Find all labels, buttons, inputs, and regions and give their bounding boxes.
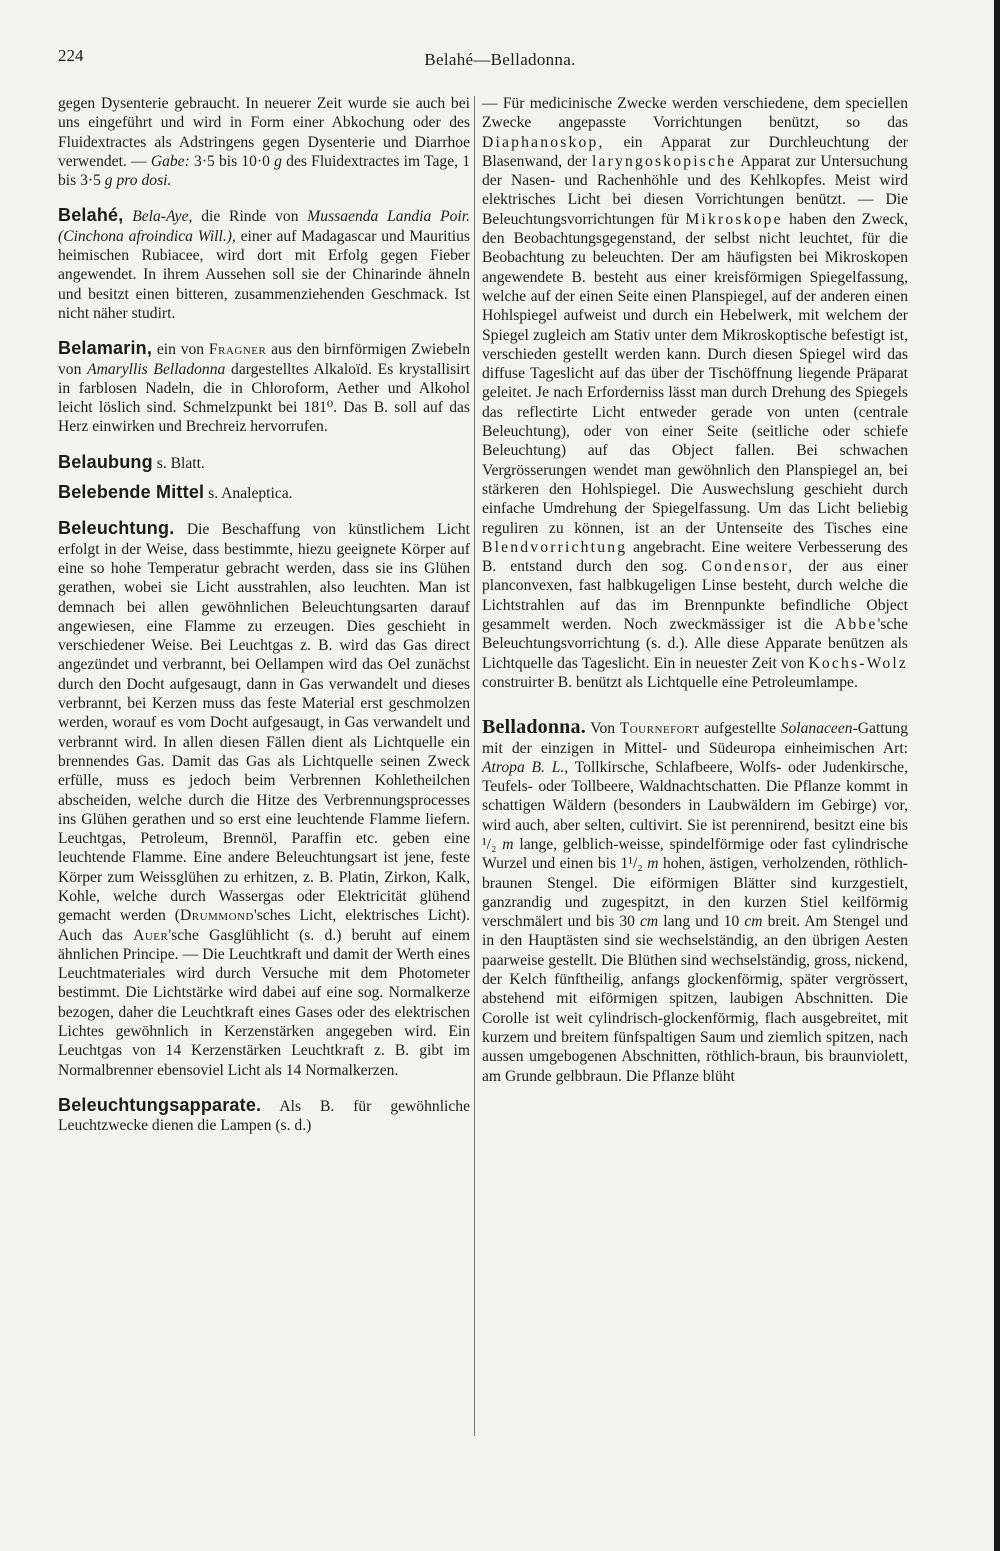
- entry-beleuchtungsapparate: Beleuchtungsapparate. Als B. für gewöhnliche Leuchtzwecke dienen die Lampen (s. d.): [58, 1094, 470, 1135]
- running-title: Belahé—Belladonna.: [424, 50, 576, 69]
- entry-headword: Belamarin,: [58, 338, 153, 359]
- entry-headword: Belladonna.: [482, 716, 586, 739]
- entry-belaubung: Belaubung s. Blatt.: [58, 451, 205, 472]
- entry-belamarin: Belamarin, ein von Fragner aus den birnförmigen Zwiebeln von Amaryllis Belladonna dargestelltes Alkaloïd. Es krystallisirt in farblosen Nadeln, die in Chloroform, Aether und Alkohol leicht löslich sind. Schmelzpunkt bei 181⁰. Das B. soll auf das Herz einwirken und Brechreiz hervorrufen.: [58, 338, 471, 436]
- column-divider: [474, 96, 475, 1436]
- entry-headword: Belahé,: [58, 205, 124, 226]
- page-number: 224: [58, 46, 84, 65]
- entry-belahe: Belahé, Bela-Aye, die Rinde von Mussaenda Landia Poir. (Cinchona afroindica Will.), einer auf Madagascar und Mauritius heimischen Rubiacee, wird dort mit Erfolg gegen Fieber angewendet. In ihrem Aussehen soll sie der Chinarinde ähneln und besitzt einen bitteren, zusammenziehenden Geschmack. Ist nicht näher studirt.: [58, 205, 471, 322]
- entry-headword: Belaubung: [58, 451, 153, 472]
- entry-belebende-mittel: Belebende Mittel s. Analeptica.: [58, 482, 293, 503]
- scan-edge: [994, 0, 1000, 1551]
- entry-beleuchtung: Beleuchtung. Die Beschaffung von künstlichem Licht erfolgt in der Weise, dass bestimmte, hiezu geeignete Körper auf eine so hohe Temperatur gebracht werden, dass sie ins Glühen gerathen, wobei sie Licht ausstrahlen, also leuchten. Man ist demnach bei allen gewöhnlichen Beleuchtungsarten darauf angewiesen, eine Flamme zu erzeugen. Dies geschieht in verschiedener Weise. Bei Leuchtgas z. B. wird das Gas direct angezündet und verbrannt, bei Oellampen wird das Oel zunächst durch den Docht aufgesaugt, dann in Gas verwandelt und dieses verbrannt, bei Kerzen muss das feste Material erst geschmolzen werden, worauf es vom Docht aufgesaugt, in Gas verwandelt und verbrannt wird. In allen diesen Fällen dient als Lichtquelle ein brennendes Gas. Damit das Gas als Lichtquelle seinen Zweck erfülle, muss es jedoch beim Verbrennen Kohletheilchen abscheiden, welche durch die Hitze des Verbrennungsprocesses ins Glühen gerathen und so erst eine leuchtende Flamme liefern. Leuchtgas, Petroleum, Brennöl, Paraffin etc. geben eine leuchtende Flamme. Eine andere Beleuchtungsart ist jene, feste Körper zum Weissglühen zu erhitzen, z. B. Platin, Zirkon, Kalk, Kohle, welche durch Wassergas oder Elektricität glühend gemacht werden (Drummond'sches Licht, elektrisches Licht). Auch das Auer'sche Gasglühlicht (s. d.) beruht auf einem ähnlichen Principe. — Die Leuchtkraft und damit der Werth eines Leuchtmateriales wird durch Versuche mit dem Photometer bestimmt. Die Lichtstärke wird dabei auf eine sog. Normalkerze bezogen, daher die Leuchtkraft eines Gases oder des elektrischen Lichtes gewöhnlich in Kerzenstärken angegeben wird. Ein Leuchtgas von 14 Kerzenstärken Leuchtkraft z. B. gibt im Normalbrenner ebensoviel Licht als 14 Normalkerzen.: [58, 518, 470, 1079]
- entry-belladonna: Belladonna. Von Tournefort aufgestellte Solanaceen-Gattung mit der einzigen in Mittel- und Südeuropa einheimischen Art: Atropa B. L., Tollkirsche, Schlafbeere, Wolfs- oder Judenkirsche, Teufels- oder Tollbeere, Waldnachtschatten. Die Pflanze kommt in schattigen Wäldern (besonders in Laubwäldern im Gebirge) vor, wird auch, aber selten, cultivirt. Sie ist perennirend, besitzt eine bis ¹/₂ m lange, gelblich-weisse, spindelförmige oder fast cylindrische Wurzel und einen bis 1¹/₂ m hohen, ästigen, verholzenden, röthlich-braunen Stengel. Die eiförmigen Blätter sind kurzgestielt, ganzrandig und zugespitzt, in den kurzen Stiel keilförmig verschmälert und bis 30 cm lang und 10 cm breit. Am Stengel und in den Hauptästen sind sie wechselständig, an den übrigen Aesten paarweise gestellt. Die Blüthen sind wechselständig, gross, nickend, der Kelch fünftheilig, anfangs glockenförmig, später vergrössert, abstehend mit eiförmigen spitzen, laubigen Abschnitten. Die Corolle ist weit cylindrisch-glockenförmig, flach ausgebreitet, mit kurzem und breitem fünfspaltigen Saum und ziemlich spitzen, nach aussen umgebogenen Abschnitten, röthlich-braun, bis braunviolett, am Grunde gelbbraun. Die Pflanze blüht: [482, 716, 908, 1085]
- entry-headword: Belebende Mittel: [58, 482, 205, 503]
- entry-headword: Beleuchtungsapparate.: [58, 1094, 262, 1115]
- entry-headword: Beleuchtung.: [58, 518, 175, 539]
- right-column: [482, 94, 908, 1086]
- dysenterie-continuation: gegen Dysenterie gebraucht. In neuerer Zeit wurde sie auch bei uns eingeführt und wird in Form einer Abkochung oder des Fluidextractes als Adstringens gegen Dysenterie und Diarrhoe verwendet. — Gabe: 3·5 bis 10·0 g des Fluidextractes im Tage, 1 bis 3·5 g pro dosi.: [58, 95, 471, 190]
- beleuchtungsapparate-continuation: — Für medicinische Zwecke werden verschiedene, dem speciellen Zwecke angepasste Vorrichtungen benützt, so das Diaphanoskop, ein Apparat zur Durchleuchtung der Blasenwand, der laryngoskopische Apparat zur Untersuchung der Nasen- und Rachenhöhle und des Kehlkopfes. Meist wird elektrisches Licht bei diesen Vorrichtungen benützt. — Die Beleuchtungsvorrichtungen für Mikroskope haben den Zweck, den Beobachtungsgegenstand, der selbst nicht leuchtet, für die Beobachtung zu beleuchten. Der am häufigsten bei Mikroskopen angewendete B. besteht aus einer kreisförmigen Spiegelfassung, welche auf der einen Seite einen Planspiegel, auf der anderen einen Hohlspiegel aufweist und durch ein Hebelwerk, mit welchem der Spiegel zugleich am Stativ unter dem Mikroskoptische befestigt ist, verschieden gestellt werden kann. Durch diesen Spiegel wird das diffuse Tageslicht auf das über der Tischöffnung liegende Präparat geleitet. Je nach Erforderniss lässt man durch Drehung des Spiegels das reflectirte Licht entweder gerade von unten (centrale Beleuchtung), oder von einer Seite (seitliche oder schiefe Beleuchtung) auf das Object fallen. Bei schwachen Vergrösserungen wendet man gewöhnlich den Planspiegel an, bei stärkeren den Hohlspiegel. Die Auswechslung geschieht durch einfache Umdrehung der Spiegelfassung. Um das Licht beliebig reguliren zu können, ist an der Untenseite des Tisches eine Blendvorrichtung angebracht. Eine weitere Verbesserung des B. entstand durch den sog. Condensor, der aus einer planconvexen, fast halbkugeligen Linse besteht, durch welche die Lichtstrahlen auf das im Brennpunkte befindliche Object gesammelt werden. Noch zweckmässiger ist die Abbe'sche Beleuchtungsvorrichtung (s. d.). Alle diese Apparate benützen als Lichtquelle das Tageslicht. Ein in neuester Zeit von Kochs-Wolz construirter B. benützt als Lichtquelle eine Petroleumlampe.: [482, 95, 908, 691]
- left-column: [58, 94, 470, 1136]
